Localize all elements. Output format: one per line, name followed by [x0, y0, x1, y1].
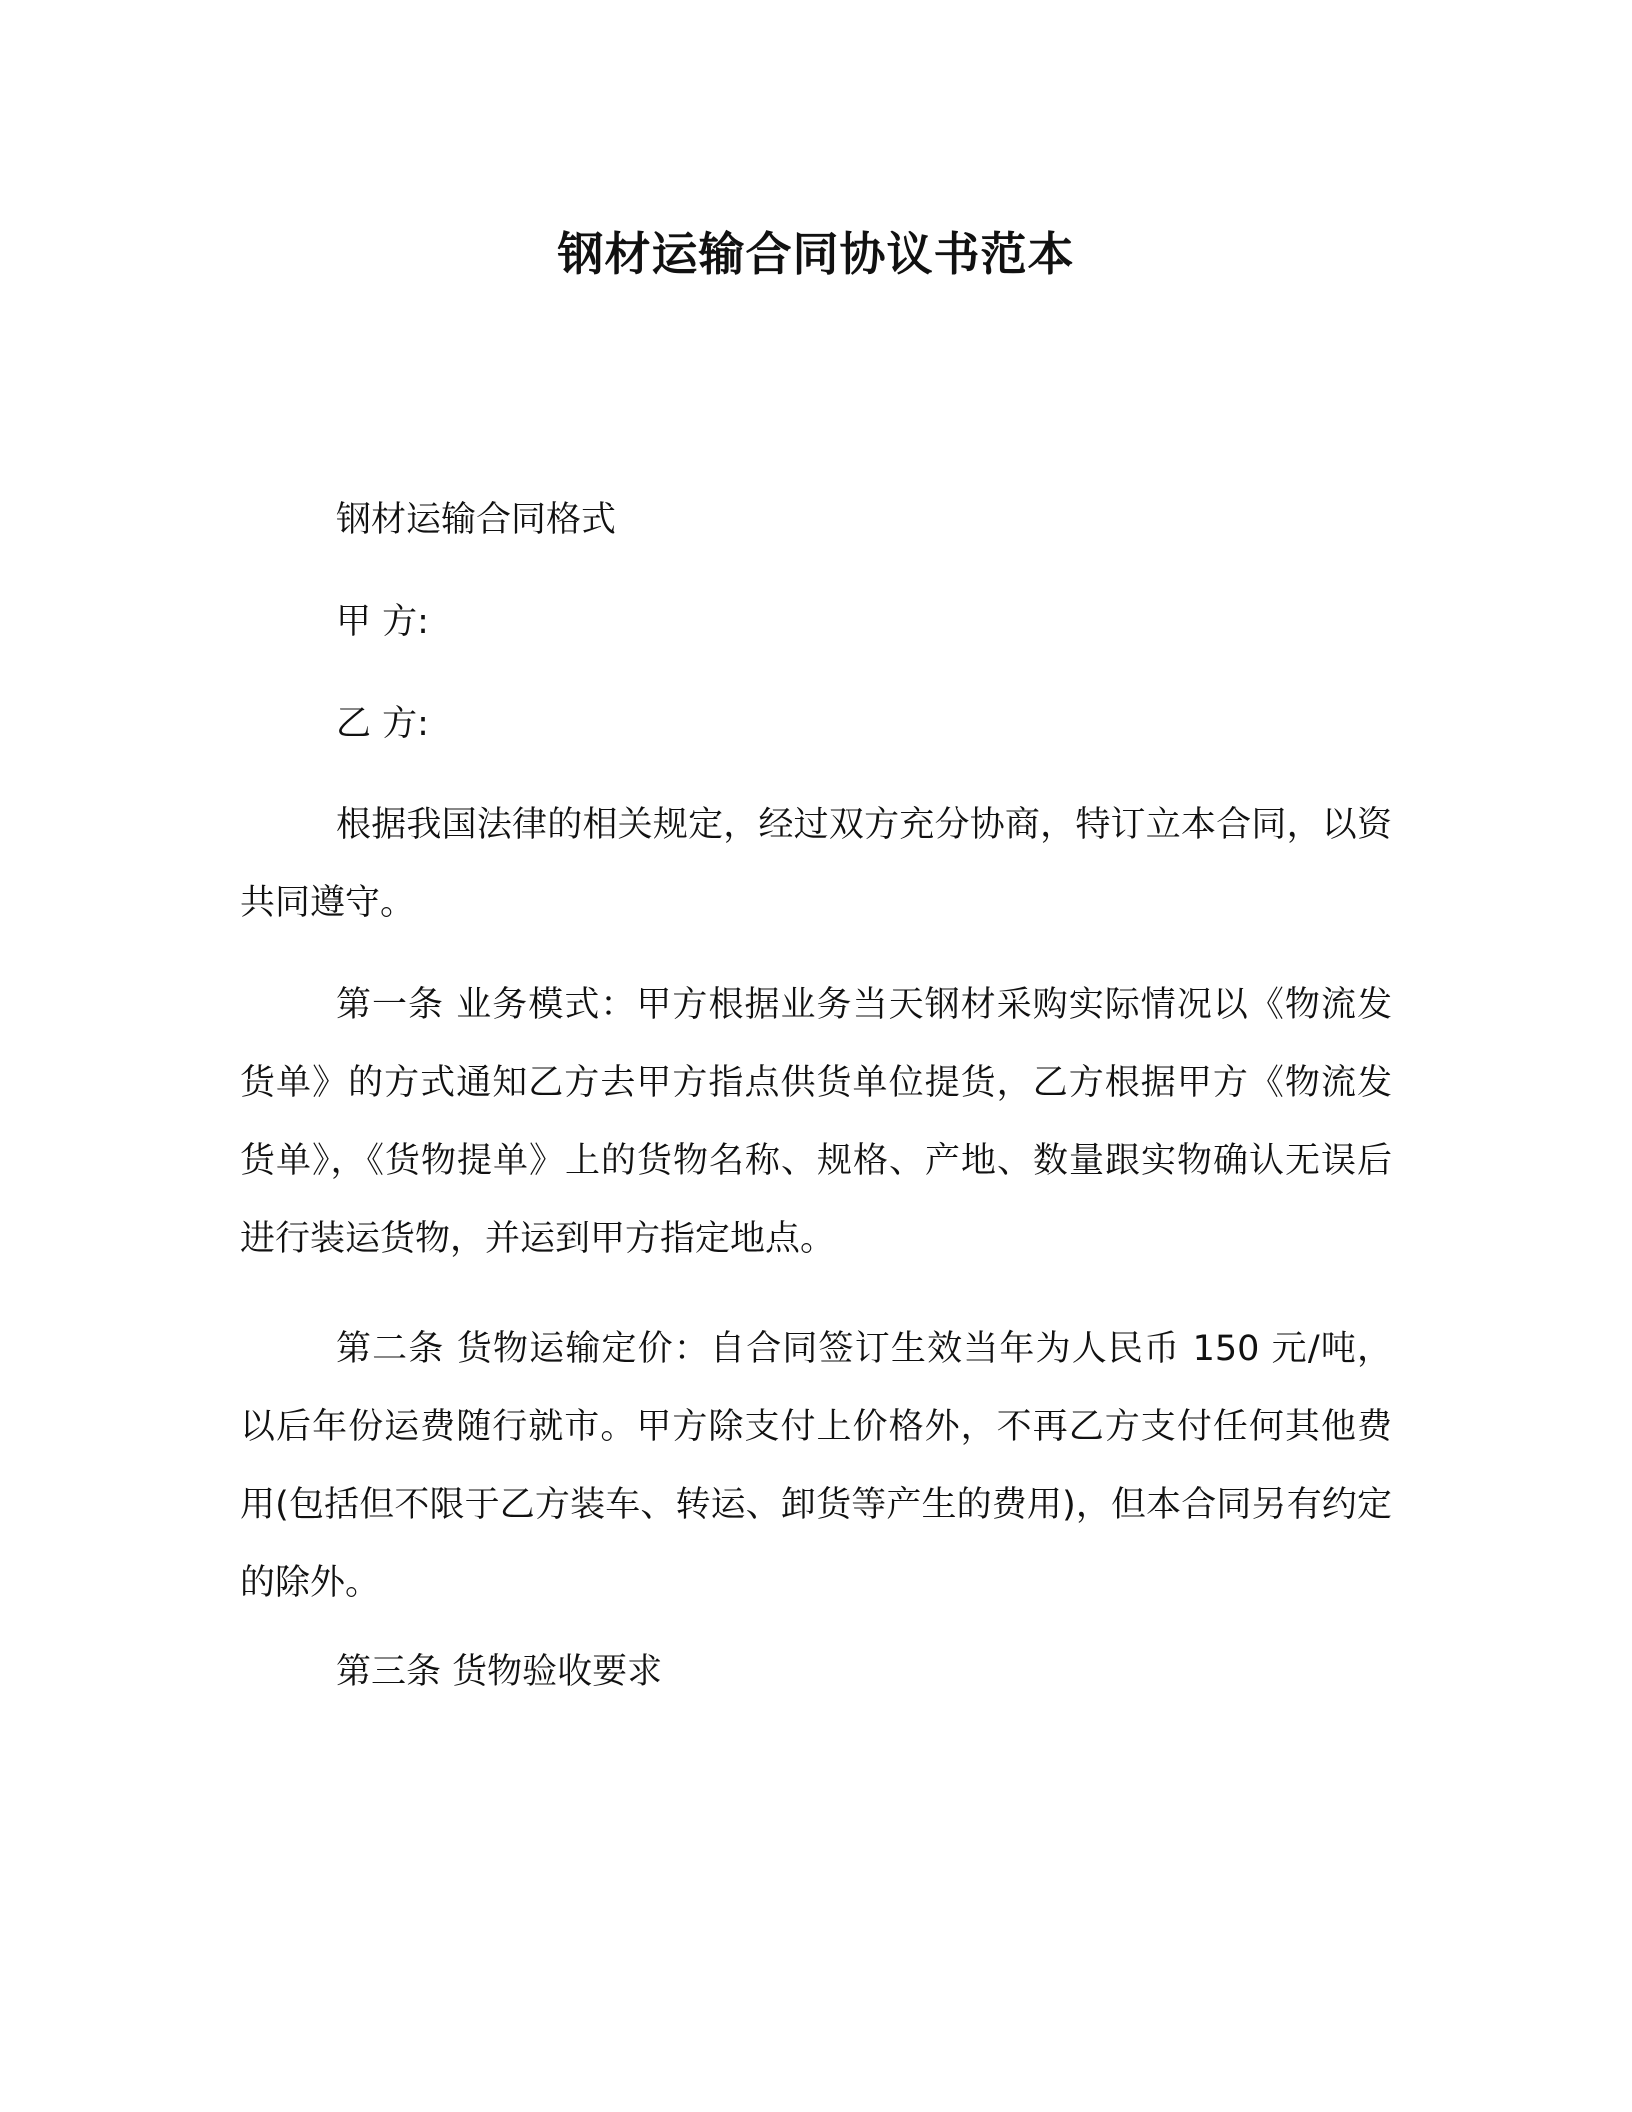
preamble-paragraph: 根据我国法律的相关规定，经过双方充分协商，特订立本合同，以资共同遵守。 — [240, 805, 1392, 923]
article-one-paragraph: 第一条 业务模式：甲方根据业务当天钢材采购实际情况以《物流发货单》的方式通知乙方去甲方指点供货单位提货，乙方根据甲方《物流发货单》，《货物提单》上的货物名称、规格、产地、数量跟实物确认无误后进行装运货物，并运到甲方指定地点。 — [240, 985, 1392, 1259]
party-b-line: 乙 方: — [336, 704, 429, 744]
contract-format-heading: 钢材运输合同格式 — [336, 500, 617, 540]
article-three-heading: 第三条 货物验收要求 — [336, 1652, 663, 1692]
party-a-line: 甲 方: — [336, 602, 429, 642]
article-two-paragraph: 第二条 货物运输定价：自合同签订生效当年为人民币 150 元/吨，以后年份运费随行就市。甲方除支付上价格外，不再乙方支付任何其他费用(包括但不限于乙方装车、转运、卸货等产生的费用)，但本合同另有约定的除外。 — [240, 1329, 1392, 1603]
document-title: 钢材运输合同协议书范本 — [557, 227, 1075, 281]
